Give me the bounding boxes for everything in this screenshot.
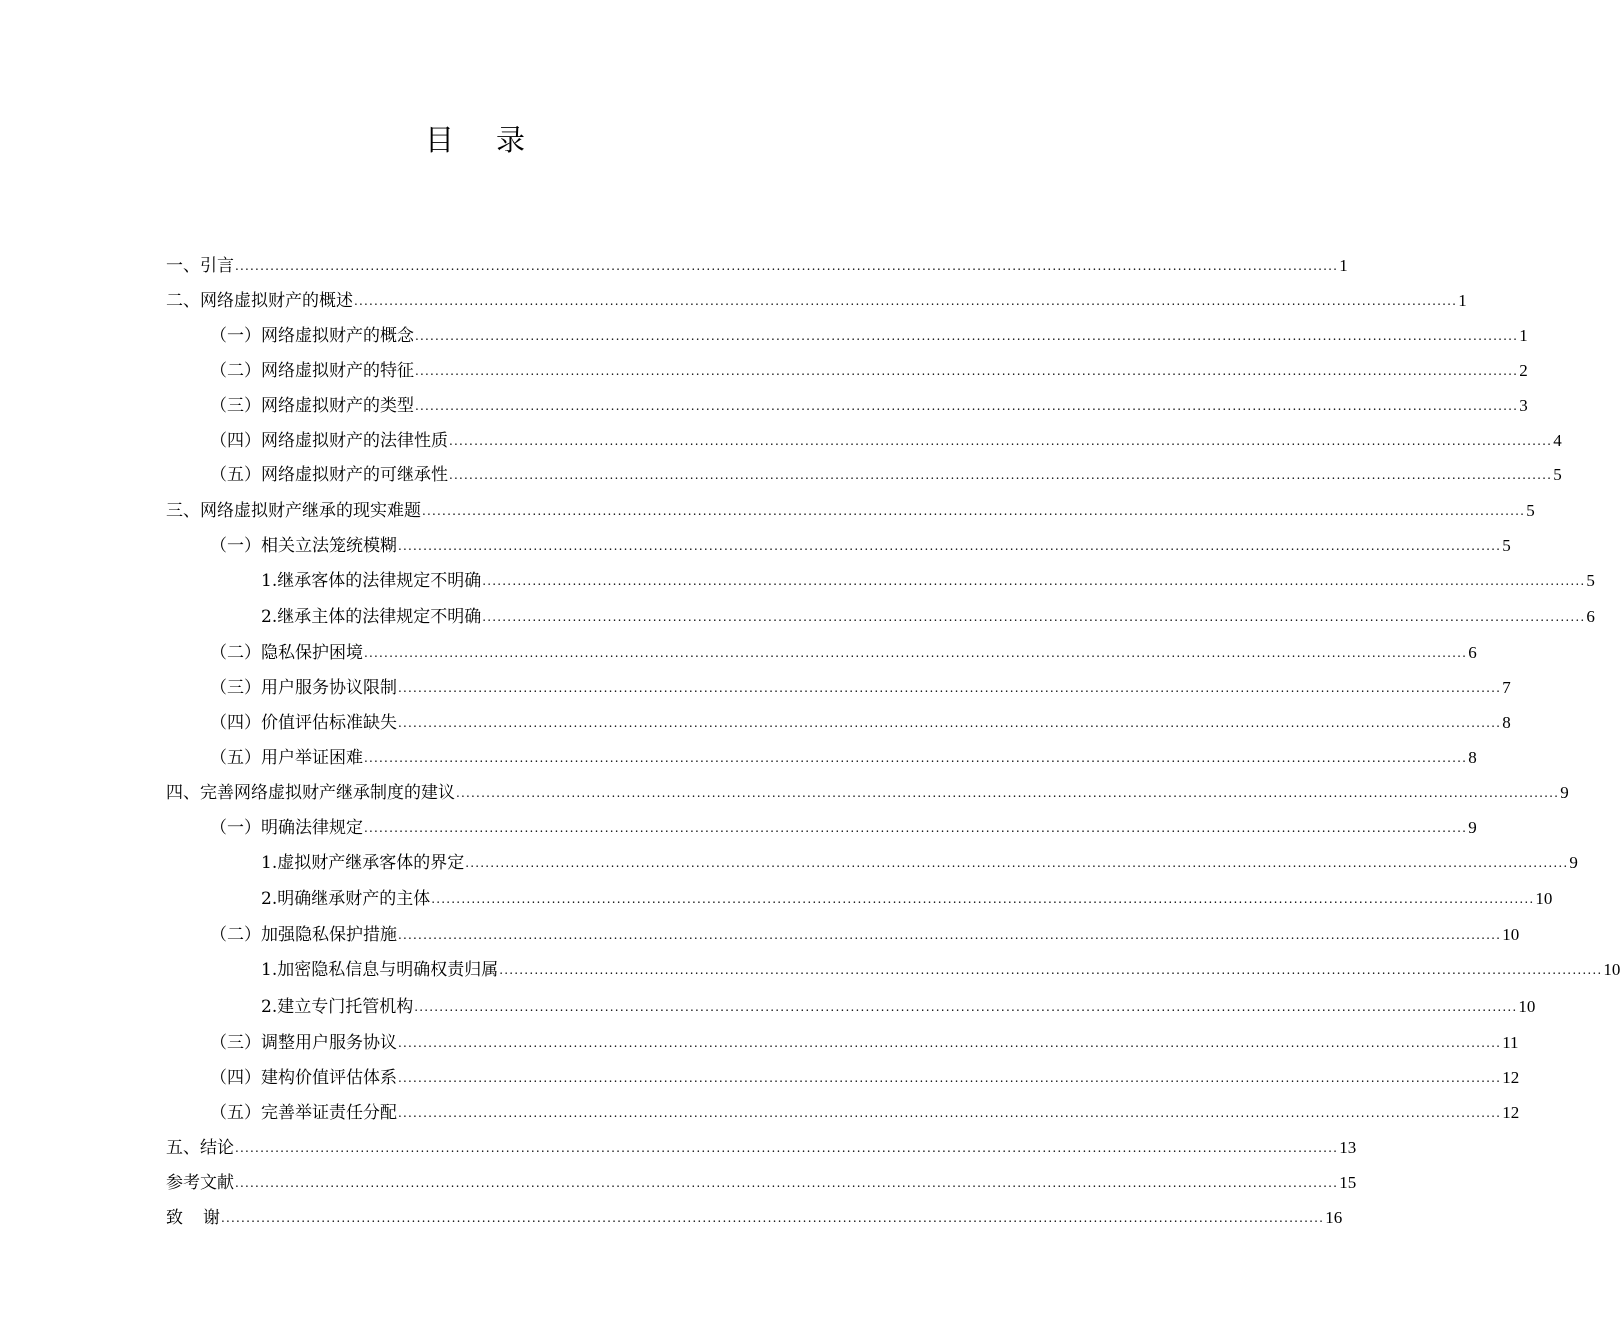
toc-entry-label: 2.建立专门托管机构	[261, 997, 414, 1017]
toc-entry[interactable]	[210, 920, 1520, 954]
toc-leader-dots: ............................................................................................................................................................................................................................	[415, 364, 1519, 378]
toc-entry[interactable]	[210, 743, 1477, 777]
toc-entry[interactable]	[210, 391, 1528, 425]
toc-leader-dots: ............................................................................................................................................................................................................................	[456, 786, 1560, 800]
toc-page-number: 13	[1339, 1138, 1357, 1157]
toc-leader-dots: ............................................................................................................................................................................................................................	[482, 574, 1586, 588]
toc-page-number: 6	[1586, 607, 1595, 626]
toc-page-number: 16	[1325, 1208, 1343, 1227]
toc-entry[interactable]	[210, 460, 1562, 494]
toc-leader-dots: ............................................................................................................................................................................................................................	[414, 1000, 1518, 1014]
toc-entry[interactable]	[210, 321, 1528, 355]
toc-entry-label: 1.虚拟财产继承客体的界定	[261, 853, 465, 873]
toc-entry-label: （三）用户服务协议限制	[210, 678, 397, 698]
toc-entry[interactable]	[210, 813, 1477, 847]
toc-entry-label: （四）网络虚拟财产的法律性质	[210, 431, 448, 451]
toc-entry-label: （一）相关立法笼统模糊	[210, 536, 397, 556]
title-char-2: 录	[496, 123, 526, 157]
toc-leader-dots: ............................................................................................................................................................................................................................	[465, 856, 1569, 870]
toc-page-number: 8	[1502, 713, 1511, 732]
toc-leader-dots: ............................................................................................................................................................................................................................	[398, 1071, 1502, 1085]
toc-page-number: 4	[1553, 431, 1562, 450]
toc-entry-label: 五、结论	[166, 1138, 234, 1158]
toc-page-number: 2	[1519, 361, 1528, 380]
toc-leader-dots: ............................................................................................................................................................................................................................	[354, 294, 1458, 308]
toc-page-number: 9	[1560, 783, 1569, 802]
toc-page-number: 7	[1502, 678, 1511, 697]
toc-leader-dots: ............................................................................................................................................................................................................................	[235, 1141, 1339, 1155]
toc-leader-dots: ............................................................................................................................................................................................................................	[398, 928, 1502, 942]
toc-page-number: 15	[1339, 1173, 1357, 1192]
toc-page-number: 5	[1502, 536, 1511, 555]
toc-entry[interactable]	[261, 566, 1595, 600]
toc-entry[interactable]	[210, 638, 1477, 672]
toc-page-number: 10	[1502, 925, 1520, 944]
toc-entry-label	[166, 1203, 220, 1228]
toc-leader-dots: ............................................................................................................................................................................................................................	[398, 539, 1502, 553]
toc-page-number: 1	[1519, 326, 1528, 345]
toc-entry-label: （二）加强隐私保护措施	[210, 925, 397, 945]
toc-page-number: 10	[1603, 960, 1620, 979]
toc-entry-label: 2.继承主体的法律规定不明确	[261, 607, 482, 627]
toc-leader-dots: ............................................................................................................................................................................................................................	[364, 751, 1468, 765]
toc-leader-dots: ............................................................................................................................................................................................................................	[398, 1106, 1502, 1120]
toc-entry-label: （一）网络虚拟财产的概念	[210, 326, 414, 346]
toc-entry-label: （四）建构价值评估体系	[210, 1068, 397, 1088]
toc-entry-label: （五）用户举证困难	[210, 748, 363, 768]
toc-entry[interactable]	[261, 884, 1553, 918]
toc-entry-label: （二）隐私保护困境	[210, 643, 363, 663]
toc-entry[interactable]	[210, 426, 1562, 460]
toc-entry[interactable]	[210, 1028, 1519, 1062]
toc-page-number: 5	[1553, 465, 1562, 484]
toc-page-number: 3	[1519, 396, 1528, 415]
toc-entry-label: 一、引言	[166, 256, 234, 276]
toc-page-number: 11	[1502, 1033, 1519, 1052]
toc-entry[interactable]	[210, 708, 1511, 742]
toc-entry[interactable]	[166, 1133, 1357, 1167]
toc-leader-dots: ............................................................................................................................................................................................................................	[449, 434, 1553, 448]
toc-entry[interactable]	[261, 992, 1536, 1026]
toc-entry-label: （一）明确法律规定	[210, 818, 363, 838]
toc-entry-label: （二）网络虚拟财产的特征	[210, 361, 414, 381]
toc-page-number: 1	[1339, 256, 1348, 275]
toc-leader-dots: ............................................................................................................................................................................................................................	[431, 892, 1535, 906]
toc-entry[interactable]	[261, 848, 1578, 882]
toc-page-number: 1	[1458, 291, 1467, 310]
toc-entry[interactable]	[210, 1063, 1520, 1097]
toc-entry-label-part: 致	[166, 1208, 183, 1228]
toc-leader-dots: ............................................................................................................................................................................................................................	[398, 716, 1502, 730]
toc-entry[interactable]	[166, 251, 1348, 285]
toc-leader-dots: ............................................................................................................................................................................................................................	[235, 1176, 1339, 1190]
toc-page-number: 12	[1502, 1068, 1520, 1087]
toc-entry-label-part: 谢	[203, 1208, 220, 1228]
toc-entry[interactable]	[210, 673, 1511, 707]
toc-entry[interactable]	[261, 955, 1620, 989]
title-char-1: 目	[424, 123, 454, 157]
toc-entry[interactable]	[261, 602, 1595, 636]
toc-page-number: 10	[1535, 889, 1553, 908]
toc-leader-dots: ............................................................................................................................................................................................................................	[482, 610, 1586, 624]
toc-leader-dots: ............................................................................................................................................................................................................................	[415, 399, 1519, 413]
toc-page-number: 6	[1468, 643, 1477, 662]
toc-page-number: 5	[1526, 501, 1535, 520]
toc-entry-label: 1.继承客体的法律规定不明确	[261, 571, 482, 591]
toc-entry-label: 2.明确继承财产的主体	[261, 889, 431, 909]
toc-leader-dots: ............................................................................................................................................................................................................................	[398, 1036, 1502, 1050]
toc-entry-label: （三）调整用户服务协议	[210, 1033, 397, 1053]
toc-entry[interactable]	[166, 778, 1569, 812]
toc-entry[interactable]	[166, 496, 1535, 530]
toc-page-number: 12	[1502, 1103, 1520, 1122]
toc-leader-dots: ............................................................................................................................................................................................................................	[235, 259, 1339, 273]
toc-entry[interactable]	[166, 1203, 1343, 1237]
toc-page-number: 9	[1468, 818, 1477, 837]
toc-leader-dots: ............................................................................................................................................................................................................................	[415, 329, 1519, 343]
toc-leader-dots: ............................................................................................................................................................................................................................	[499, 963, 1603, 977]
toc-page-number: 9	[1569, 853, 1578, 872]
toc-entry-label: （四）价值评估标准缺失	[210, 713, 397, 733]
toc-entry-label: 三、网络虚拟财产继承的现实难题	[166, 501, 421, 521]
toc-entry[interactable]	[210, 356, 1528, 390]
toc-leader-dots: ............................................................................................................................................................................................................................	[449, 468, 1553, 482]
toc-leader-dots: ............................................................................................................................................................................................................................	[398, 681, 1502, 695]
toc-entry-label: （五）完善举证责任分配	[210, 1103, 397, 1123]
toc-page-number: 8	[1468, 748, 1477, 767]
toc-entry[interactable]	[166, 1168, 1357, 1202]
toc-entry-label: 1.加密隐私信息与明确权责归属	[261, 960, 499, 980]
toc-entry-label: （三）网络虚拟财产的类型	[210, 396, 414, 416]
toc-page-number: 5	[1586, 571, 1595, 590]
toc-entry-label: 二、网络虚拟财产的概述	[166, 291, 353, 311]
page-title	[0, 118, 950, 159]
toc-leader-dots: ............................................................................................................................................................................................................................	[422, 504, 1526, 518]
toc-entry[interactable]	[210, 1098, 1520, 1132]
toc-entry-label: （五）网络虚拟财产的可继承性	[210, 465, 448, 485]
toc-leader-dots: ............................................................................................................................................................................................................................	[364, 821, 1468, 835]
toc-entry[interactable]	[210, 531, 1511, 565]
toc-entry[interactable]	[166, 286, 1467, 320]
toc-page-number: 10	[1518, 997, 1536, 1016]
toc-entry-label: 四、完善网络虚拟财产继承制度的建议	[166, 783, 455, 803]
toc-leader-dots: ............................................................................................................................................................................................................................	[221, 1211, 1325, 1225]
toc-leader-dots: ............................................................................................................................................................................................................................	[364, 646, 1468, 660]
toc-entry-label: 参考文献	[166, 1173, 234, 1193]
